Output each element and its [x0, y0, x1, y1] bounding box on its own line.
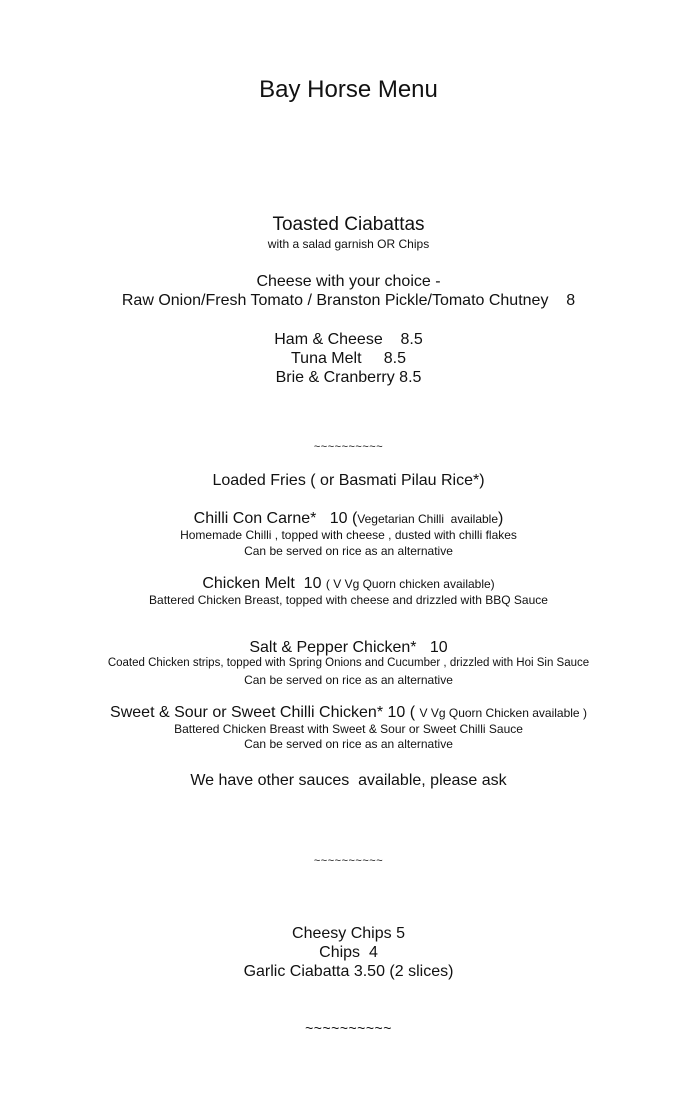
- separator-3: ~~~~~~~~~~: [305, 1020, 392, 1036]
- loaded-fries-heading: Loaded Fries ( or Basmati Pilau Rice*): [212, 472, 485, 489]
- sweet-sour-chicken-alt: Can be served on rice as an alternative: [244, 737, 453, 751]
- ciabattas-heading: Toasted Ciabattas: [272, 214, 425, 235]
- ciabatta-item-tuna-melt: Tuna Melt 8.5: [290, 350, 406, 367]
- cheese-choice-options: Raw Onion/Fresh Tomato / Branston Pickle/Tomato Chutney 8: [121, 292, 576, 309]
- salt-pepper-chicken-alt: Can be served on rice as an alternative: [244, 673, 453, 687]
- separator-1: ~~~~~~~~~~: [313, 441, 384, 453]
- chicken-melt-desc: Battered Chicken Breast, topped with cheese and drizzled with BBQ Sauce: [149, 593, 548, 607]
- chilli-con-carne-desc: Homemade Chilli , topped with cheese , dusted with chilli flakes: [180, 528, 517, 542]
- sweet-sour-chicken-note: V Vg Quorn Chicken available ): [419, 706, 587, 720]
- salt-pepper-chicken-desc: Coated Chicken strips, topped with Spring Onions and Cucumber , drizzled with Hoi Sin Sauce: [107, 657, 590, 669]
- side-item-chips: Chips 4: [319, 944, 378, 961]
- sweet-sour-chicken-title: [0, 703, 697, 722]
- side-item-cheesy-chips: Cheesy Chips 5: [292, 925, 405, 942]
- ciabattas-subheading: with a salad garnish OR Chips: [267, 237, 430, 251]
- chilli-con-carne-close: ): [498, 510, 504, 527]
- chilli-con-carne-alt: Can be served on rice as an alternative: [244, 544, 453, 558]
- chicken-melt-name: Chicken Melt 10: [202, 575, 326, 592]
- page-title: Bay Horse Menu: [259, 76, 438, 103]
- sweet-sour-chicken-name: Sweet & Sour or Sweet Chilli Chicken* 10 (: [110, 704, 420, 721]
- chilli-con-carne-name: Chilli Con Carne* 10 (: [193, 510, 358, 527]
- salt-pepper-chicken-title: Salt & Pepper Chicken* 10: [249, 639, 448, 656]
- separator-2: ~~~~~~~~~~: [313, 855, 384, 867]
- cheese-choice-title: Cheese with your choice -: [256, 273, 441, 290]
- chicken-melt-note: ( V Vg Quorn chicken available): [325, 577, 495, 591]
- ciabatta-item-brie-cranberry: Brie & Cranberry 8.5: [275, 369, 422, 386]
- side-item-garlic-ciabatta: Garlic Ciabatta 3.50 (2 slices): [243, 963, 454, 980]
- other-sauces-note: We have other sauces available, please ask: [190, 772, 507, 789]
- chicken-melt-title: [0, 574, 697, 593]
- chilli-con-carne-note: Vegetarian Chilli available: [357, 512, 499, 526]
- chilli-con-carne-title: [0, 509, 697, 528]
- sweet-sour-chicken-desc: Battered Chicken Breast with Sweet & Sour or Sweet Chilli Sauce: [174, 722, 523, 736]
- ciabatta-item-ham-cheese: Ham & Cheese 8.5: [274, 331, 423, 348]
